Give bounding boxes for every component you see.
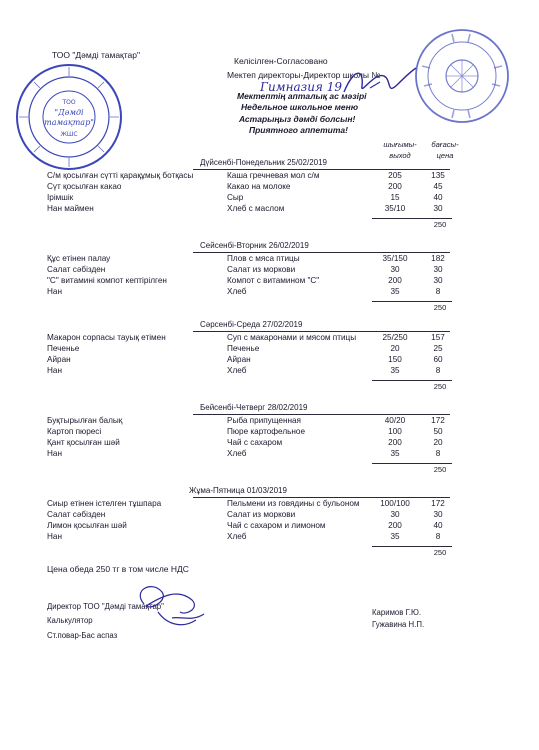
lunch-price-summary: Цена обеда 250 тг в том числе НДС	[47, 564, 189, 574]
wish-kz: Астарыңыз дәмді болсын!	[239, 114, 356, 124]
menu-item-output: 35/150	[382, 254, 408, 263]
menu-item-ru: Хлеб	[227, 366, 247, 375]
menu-item-price: 40	[433, 521, 443, 530]
day-title: Жұма-Пятница 01/03/2019	[189, 486, 287, 495]
menu-item-ru: Печенье	[227, 344, 260, 353]
menu-item-output: 30	[390, 510, 400, 519]
menu-item-output: 15	[390, 193, 400, 202]
menu-item-price: 30	[433, 276, 443, 285]
price-header-ru: цена	[436, 151, 454, 160]
menu-item-price: 60	[433, 355, 443, 364]
menu-item-price: 45	[433, 182, 443, 191]
menu-item-output: 30	[390, 265, 400, 274]
menu-title-kz: Мектептің апталық ас мәзірі	[237, 91, 367, 101]
day-total: 250	[433, 465, 447, 474]
menu-item-price: 8	[435, 532, 441, 541]
menu-item-kz: Ірімшік	[47, 193, 74, 202]
menu-item-kz: Печенье	[47, 344, 80, 353]
day-divider	[193, 331, 450, 332]
day-title: Дүйсенбі-Понедельник 25/02/2019	[200, 158, 328, 167]
stamp-text-2: "Дәмді	[54, 108, 84, 117]
menu-item-output: 100/100	[380, 499, 410, 508]
menu-item-kz: Салат сәбізден	[47, 265, 106, 274]
menu-item-output: 20	[390, 344, 400, 353]
footer-name-2: Гужавина Н.П.	[372, 620, 425, 629]
menu-item-ru: Салат из моркови	[227, 510, 296, 519]
menu-item-price: 157	[431, 333, 445, 342]
menu-item-kz: Сүт қосылған какао	[47, 182, 122, 191]
menu-item-output: 25/250	[382, 333, 408, 342]
menu-item-ru: Хлеб с маслом	[227, 204, 285, 213]
menu-item-kz: Нан	[47, 287, 62, 296]
menu-item-price: 8	[435, 366, 441, 375]
day-total: 250	[433, 303, 447, 312]
day-divider	[193, 497, 450, 498]
menu-item-price: 50	[433, 427, 443, 436]
menu-item-ru: Каша гречневая мол с/м	[227, 171, 320, 180]
approval-line-1: Келісілген-Согласовано	[234, 56, 328, 66]
menu-item-price: 20	[433, 438, 443, 447]
menu-item-kz: Сиыр етінен істелген тұшпара	[47, 499, 162, 508]
menu-item-price: 30	[433, 510, 443, 519]
handwritten-school-number: Гимназия 19	[260, 80, 342, 94]
menu-item-ru: Чай с сахаром	[227, 438, 283, 447]
output-header-kz: шығымы-	[383, 140, 417, 149]
menu-item-ru: Айран	[227, 355, 251, 364]
output-header-ru: выход	[389, 151, 411, 160]
menu-item-price: 40	[433, 193, 443, 202]
menu-item-kz: Айран	[47, 355, 71, 364]
day-title: Бейсенбі-Четверг 28/02/2019	[200, 403, 308, 412]
menu-item-kz: Лимон қосылған шәй	[47, 521, 127, 530]
menu-item-ru: Салат из моркови	[227, 265, 296, 274]
output-column-header	[375, 139, 425, 161]
menu-item-ru: Сыр	[227, 193, 244, 202]
total-divider	[372, 380, 452, 381]
menu-item-price: 30	[433, 265, 443, 274]
menu-item-kz: Салат сәбізден	[47, 510, 106, 519]
footer-chef: Ст.повар-Бас аспаз	[47, 631, 118, 640]
menu-item-price: 30	[433, 204, 443, 213]
menu-item-output: 40/20	[384, 416, 406, 425]
menu-item-output: 150	[388, 355, 402, 364]
price-header-kz: бағасы-	[431, 140, 459, 149]
approval-line-2: Мектеп директоры-Директор школы №	[227, 70, 381, 80]
menu-item-ru: Плов с мяса птицы	[227, 254, 300, 263]
menu-item-ru: Хлеб	[227, 532, 247, 541]
menu-item-output: 200	[388, 276, 402, 285]
footer-name-1: Каримов Г.Ю.	[372, 608, 422, 617]
menu-item-price: 8	[435, 287, 441, 296]
menu-item-kz: Буқтырылған балық	[47, 416, 123, 425]
organization-name: ТОО "Дәмді тамақтар"	[52, 50, 141, 60]
total-divider	[372, 301, 452, 302]
menu-item-output: 205	[388, 171, 402, 180]
menu-item-ru: Суп с макаронами и мясом птицы	[227, 333, 357, 342]
menu-item-ru: Хлеб	[227, 449, 247, 458]
day-total: 250	[433, 220, 447, 229]
menu-item-kz: "С" витамині компот кептірілген	[47, 276, 167, 285]
day-total: 250	[433, 548, 447, 557]
menu-item-ru: Чай с сахаром и лимоном	[227, 521, 326, 530]
menu-item-ru: Компот с витамином "С"	[227, 276, 320, 285]
company-stamp	[14, 62, 124, 172]
menu-item-output: 100	[388, 427, 402, 436]
menu-title-ru: Недельное школьное меню	[241, 102, 359, 112]
menu-item-kz: Нан	[47, 532, 62, 541]
menu-item-price: 182	[431, 254, 445, 263]
day-divider	[193, 252, 450, 253]
menu-item-output: 35	[390, 287, 400, 296]
menu-item-price: 172	[431, 499, 445, 508]
stamp-text-1: ТОО	[62, 99, 76, 106]
menu-item-output: 35	[390, 532, 400, 541]
day-total: 250	[433, 382, 447, 391]
menu-item-output: 200	[388, 521, 402, 530]
menu-item-ru: Пюре картофельное	[227, 427, 305, 436]
menu-item-output: 35	[390, 366, 400, 375]
day-divider	[193, 169, 450, 170]
stamp-text-4: ЖШС	[60, 131, 78, 138]
menu-item-price: 135	[431, 171, 445, 180]
menu-item-kz: С/м қосылған сүтті қарақұмық ботқасы	[47, 171, 194, 180]
menu-item-output: 200	[388, 182, 402, 191]
school-seal	[412, 26, 512, 126]
menu-item-output: 35/10	[384, 204, 406, 213]
menu-item-kz: Нан	[47, 366, 62, 375]
wish-ru: Приятного аппетита!	[249, 125, 348, 135]
menu-item-output: 200	[388, 438, 402, 447]
menu-item-kz: Қант қосылған шәй	[47, 438, 120, 447]
stamp-text-3: тамақтар"	[44, 118, 94, 127]
total-divider	[372, 218, 452, 219]
footer-calculator: Калькулятор	[47, 616, 93, 625]
menu-item-price: 172	[431, 416, 445, 425]
footer-signature	[122, 576, 222, 636]
menu-item-ru: Пельмени из говядины с бульоном	[227, 499, 360, 508]
menu-item-kz: Нан маймен	[47, 204, 94, 213]
menu-item-ru: Какао на молоке	[227, 182, 291, 191]
price-column-header	[420, 139, 470, 161]
menu-item-kz: Нан	[47, 449, 62, 458]
menu-item-ru: Хлеб	[227, 287, 247, 296]
day-divider	[193, 414, 450, 415]
day-title: Сейсенбі-Вторник 26/02/2019	[200, 241, 309, 250]
menu-item-price: 25	[433, 344, 443, 353]
total-divider	[372, 546, 452, 547]
total-divider	[372, 463, 452, 464]
footer-director: Директор ТОО "Дәмді тамақтар"	[47, 602, 164, 611]
day-title: Сәрсенбі-Среда 27/02/2019	[200, 320, 303, 329]
menu-item-kz: Құс етінен палау	[47, 254, 111, 263]
menu-item-output: 35	[390, 449, 400, 458]
menu-item-ru: Рыба припущенная	[227, 416, 301, 425]
menu-item-kz: Макарон сорпасы тауық етімен	[47, 333, 166, 342]
menu-item-price: 8	[435, 449, 441, 458]
menu-item-kz: Картоп пюресі	[47, 427, 102, 436]
